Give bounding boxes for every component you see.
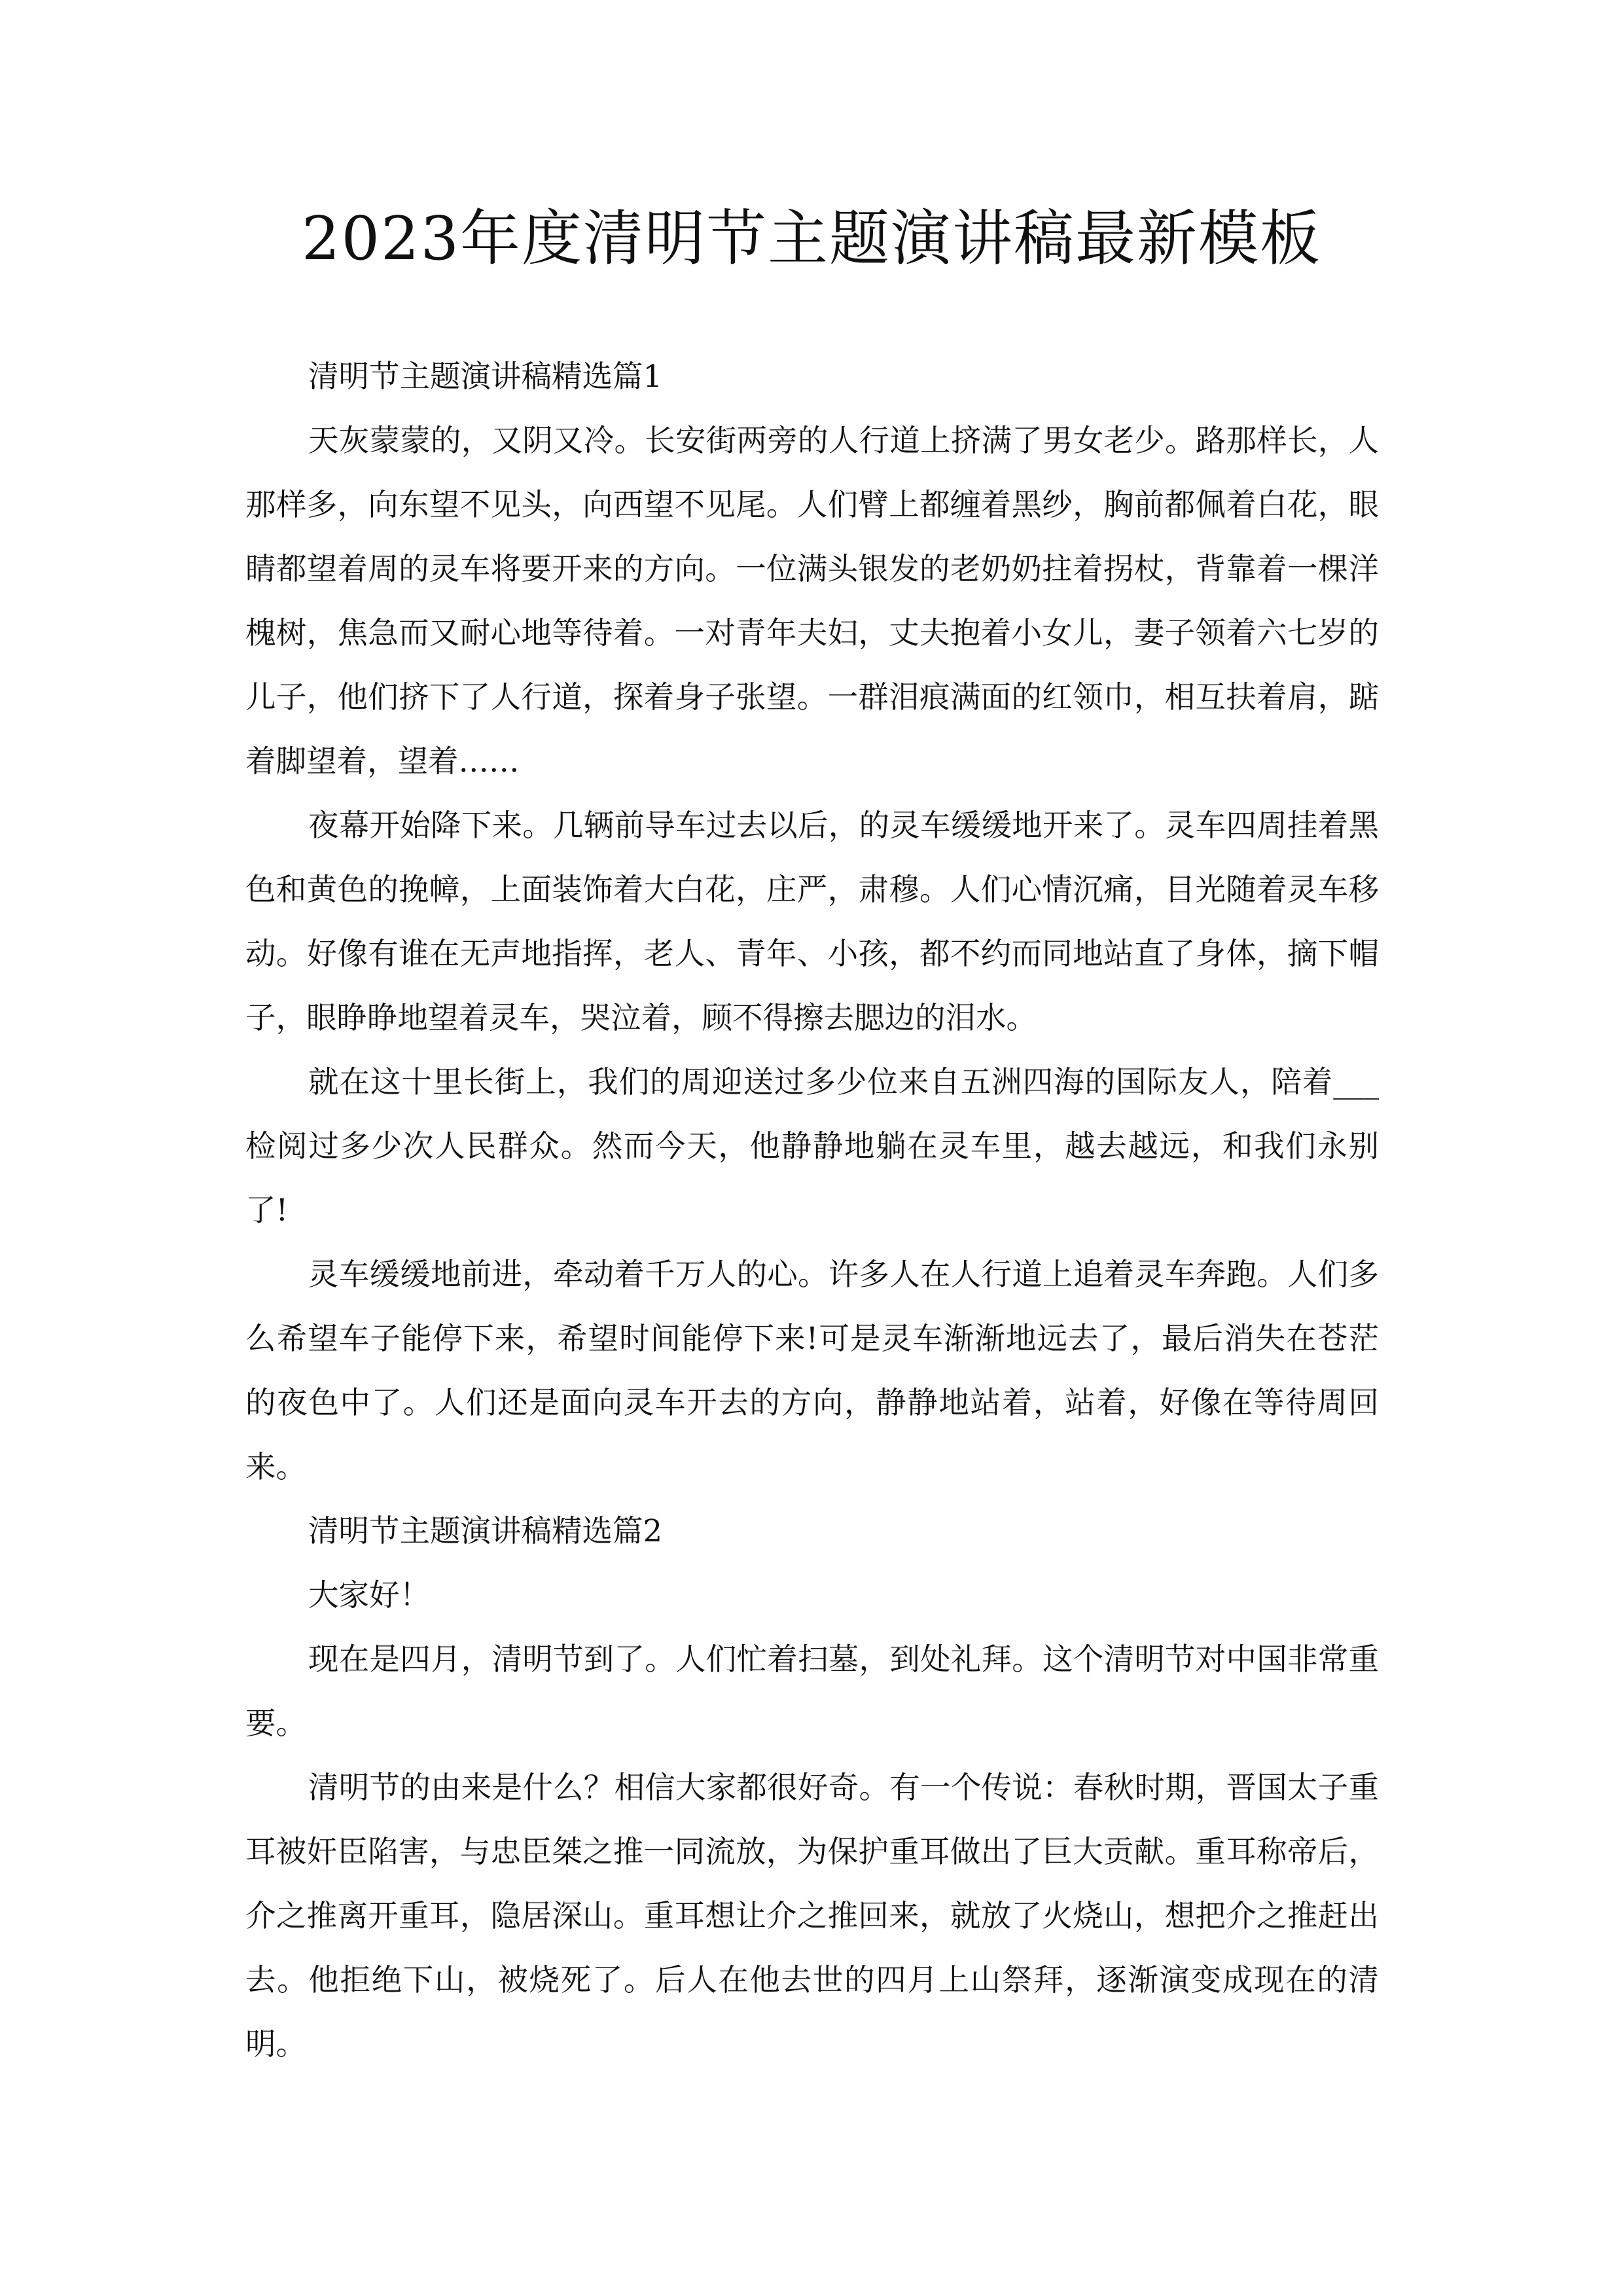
paragraph: 清明节的由来是什么？相信大家都很好奇。有一个传说：春秋时期，晋国太子重耳被奸臣陷害，与忠臣桀之推一同流放，为保护重耳做出了巨大贡献。重耳称帝后，介之推离开重耳，隐居深山。重耳想让介之推回来，就放了火烧山，想把介之推赶出去。他拒绝下山，被烧死了。后人在他去世的四月上山祭拜，逐渐演变成现在的清明。 bbox=[245, 1770, 1379, 2062]
paragraph: 现在是四月，清明节到了。人们忙着扫墓，到处礼拜。这个清明节对中国非常重要。 bbox=[245, 1641, 1379, 1741]
section-heading-1: 清明节主题演讲稿精选篇1 bbox=[308, 359, 663, 394]
paragraph: 夜幕开始降下来。几辆前导车过去以后，的灵车缓缓地开来了。灵车四周挂着黑色和黄色的挽幛，上面装饰着大白花，庄严，肃穆。人们心情沉痛，目光随着灵车移动。好像有谁在无声地指挥，老人、青年、小孩，都不约而同地站直了身体，摘下帽子，眼睁睁地望着灵车，哭泣着，顾不得擦去腮边的泪水。 bbox=[245, 808, 1379, 1035]
greeting: 大家好！ bbox=[308, 1577, 430, 1613]
paragraph: 就在这十里长街上，我们的周迎送过多少位来自五洲四海的国际友人，陪着___检阅过多少次人民群众。然而今天，他静静地躺在灵车里，越去越远，和我们永别了! bbox=[245, 1064, 1379, 1228]
section-heading-2: 清明节主题演讲稿精选篇2 bbox=[308, 1513, 663, 1549]
document-body bbox=[245, 344, 1379, 2076]
paragraph: 灵车缓缓地前进，牵动着千万人的心。许多人在人行道上追着灵车奔跑。人们多么希望车子能停下来，希望时间能停下来!可是灵车渐渐地远去了，最后消失在苍茫的夜色中了。人们还是面向灵车开去的方向，静静地站着，站着，好像在等待周回来。 bbox=[245, 1257, 1379, 1484]
document-title: 2023年度清明节主题演讲稿最新模板 bbox=[301, 204, 1322, 274]
paragraph: 天灰蒙蒙的，又阴又冷。长安街两旁的人行道上挤满了男女老少。路那样长，人那样多，向东望不见头，向西望不见尾。人们臂上都缠着黑纱，胸前都佩着白花，眼睛都望着周的灵车将要开来的方向。一位满头银发的老奶奶拄着拐杖，背靠着一棵洋槐树，焦急而又耐心地等待着。一对青年夫妇，丈夫抱着小女儿，妻子领着六七岁的儿子，他们挤下了人行道，探着身子张望。一群泪痕满面的红领巾，相互扶着肩，踮着脚望着，望着…… bbox=[245, 423, 1379, 779]
